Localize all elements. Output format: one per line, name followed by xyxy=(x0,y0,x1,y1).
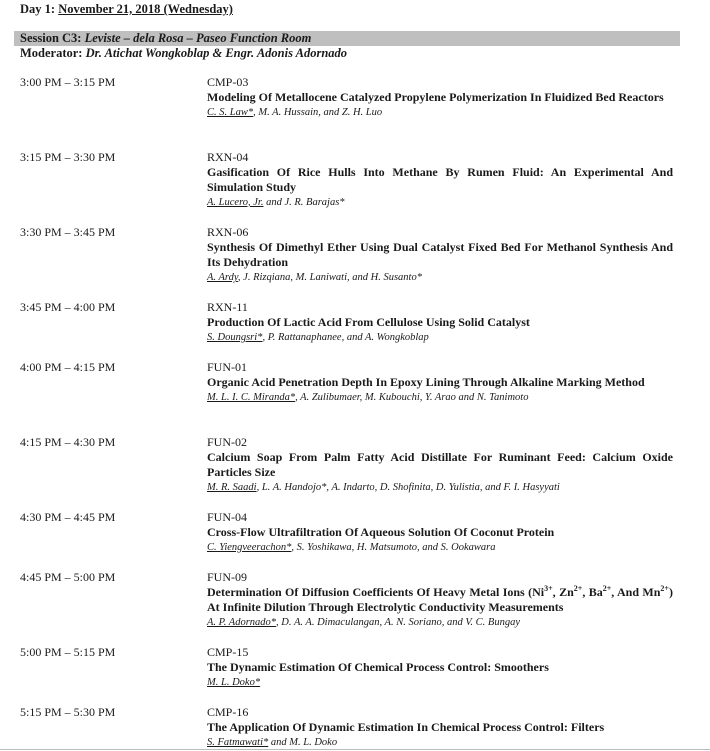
presenter-name: C. S. Law* xyxy=(207,107,254,118)
page-bottom-border xyxy=(0,749,710,750)
ion-charge: 2+ xyxy=(573,584,583,593)
slot-time: 3:00 PM – 3:15 PM xyxy=(20,75,116,89)
slot-time: 4:30 PM – 4:45 PM xyxy=(20,510,116,524)
co-authors: , P. Rattanaphanee, and A. Wongkoblap xyxy=(262,332,429,343)
session-room: Leviste – dela Rosa – Paseo Function Room xyxy=(84,31,312,45)
paper-code: RXN-06 xyxy=(207,225,249,239)
slot-time: 5:00 PM – 5:15 PM xyxy=(20,645,116,659)
paper-title: The Application Of Dynamic Estimation In Chemical Process Control: Filters xyxy=(207,720,605,734)
presenter-name: A. Ardy xyxy=(207,272,238,283)
presenter-name: M. L. Doko* xyxy=(207,677,261,688)
paper-title: Calcium Soap From Palm Fatty Acid Distillate For Ruminant Feed: Calcium Oxide Particles Size xyxy=(207,450,673,479)
moderator-line xyxy=(20,46,347,61)
paper-title: Production Of Lactic Acid From Cellulose Using Solid Catalyst xyxy=(207,315,530,329)
ion-charge: 2+ xyxy=(602,584,612,593)
slot-time: 4:00 PM – 4:15 PM xyxy=(20,360,116,374)
title-part: Determination Of Diffusion Coefficients Of Heavy Metal Ions (Ni xyxy=(207,585,545,599)
paper-authors xyxy=(207,330,673,345)
title-part: , And Mn xyxy=(611,585,661,599)
slot-time: 3:30 PM – 3:45 PM xyxy=(20,225,116,239)
slot-details xyxy=(207,225,673,285)
co-authors: , M. A. Hussain, and Z. H. Luo xyxy=(253,107,383,118)
co-authors: and J. R. Barajas* xyxy=(263,197,345,208)
co-authors: , A. Zulibumaer, M. Kubouchi, Y. Arao and N. Tanimoto xyxy=(295,392,529,403)
paper-authors xyxy=(207,105,673,120)
paper-title: Gasification Of Rice Hulls Into Methane By Rumen Fluid: An Experimental And Simulation Study xyxy=(207,165,673,194)
paper-code: CMP-03 xyxy=(207,75,249,89)
paper-authors xyxy=(207,735,673,750)
paper-code: FUN-01 xyxy=(207,360,248,374)
paper-title: The Dynamic Estimation Of Chemical Process Control: Smoothers xyxy=(207,660,549,674)
slot-details xyxy=(207,510,673,555)
paper-authors xyxy=(207,675,673,690)
paper-title: Cross-Flow Ultrafiltration Of Aqueous Solution Of Coconut Protein xyxy=(207,525,555,539)
slot-details xyxy=(207,150,673,210)
paper-code: CMP-16 xyxy=(207,705,249,719)
presenter-name: S. Doungsri* xyxy=(207,332,263,343)
session-heading xyxy=(20,31,311,46)
co-authors: and M. L. Doko xyxy=(268,737,338,748)
day-heading xyxy=(20,2,233,17)
paper-title xyxy=(207,585,673,615)
paper-code: RXN-04 xyxy=(207,150,249,164)
paper-title: Modeling Of Metallocene Catalyzed Propylene Polymerization In Fluidized Bed Reactors xyxy=(207,90,664,104)
paper-authors xyxy=(207,270,673,285)
moderator-names: Dr. Atichat Wongkoblap & Engr. Adonis Adornado xyxy=(85,46,348,60)
slot-time: 3:15 PM – 3:30 PM xyxy=(20,150,116,164)
slot-time: 5:15 PM – 5:30 PM xyxy=(20,705,116,719)
slot-details xyxy=(207,435,673,495)
paper-authors xyxy=(207,195,673,210)
slot-time: 4:45 PM – 5:00 PM xyxy=(20,570,116,584)
presenter-name: A. P. Adornado* xyxy=(207,617,277,628)
paper-authors xyxy=(207,615,673,630)
slot-details xyxy=(207,570,673,630)
slot-details xyxy=(207,705,673,750)
paper-code: CMP-15 xyxy=(207,645,249,659)
presenter-name: C. Yiengveerachon* xyxy=(207,542,292,553)
presenter-name: S. Fatmawati* xyxy=(207,737,269,748)
slot-details xyxy=(207,645,673,690)
day-date: November 21, 2018 (Wednesday) xyxy=(58,2,233,16)
paper-code: FUN-04 xyxy=(207,510,248,524)
session-label: Session C3: xyxy=(20,31,82,45)
slot-time: 3:45 PM – 4:00 PM xyxy=(20,300,116,314)
co-authors: , D. A. A. Dimaculangan, A. N. Soriano, and V. C. Bungay xyxy=(276,617,520,628)
ion-charge: 3+ xyxy=(544,584,553,593)
presenter-name: M. R. Saadi xyxy=(207,482,257,493)
slot-time: 4:15 PM – 4:30 PM xyxy=(20,435,116,449)
slot-details xyxy=(207,360,673,405)
co-authors: , J. Rizqiana, M. Laniwati, and H. Susanto* xyxy=(237,272,422,283)
co-authors: , L. A. Handojo*, A. Indarto, D. Shofinita, D. Yulistia, and F. I. Hasyyati xyxy=(256,482,560,493)
presenter-name: A. Lucero, Jr. xyxy=(207,197,264,208)
presenter-name: M. L. I. C. Miranda* xyxy=(207,392,296,403)
paper-title: Synthesis Of Dimethyl Ether Using Dual Catalyst Fixed Bed For Methanol Synthesis And Its Dehydration xyxy=(207,240,673,269)
paper-authors xyxy=(207,390,673,405)
slot-details xyxy=(207,300,673,345)
day-label: Day 1: xyxy=(20,2,56,16)
ion-charge: 2+ xyxy=(660,584,669,593)
title-part: , Zn xyxy=(552,585,574,599)
paper-authors xyxy=(207,540,673,555)
title-part: ) At Infinite Dilution Through Electrolytic Conductivity Measurements xyxy=(207,585,673,614)
paper-title: Organic Acid Penetration Depth In Epoxy Lining Through Alkaline Marking Method xyxy=(207,375,645,389)
title-part: , Ba xyxy=(582,585,603,599)
moderator-label: Moderator: xyxy=(20,46,83,60)
paper-code: FUN-09 xyxy=(207,570,248,584)
paper-authors xyxy=(207,480,673,495)
co-authors: , S. Yoshikawa, H. Matsumoto, and S. Ookawara xyxy=(291,542,496,553)
paper-code: FUN-02 xyxy=(207,435,248,449)
slot-details xyxy=(207,75,673,120)
paper-code: RXN-11 xyxy=(207,300,248,314)
